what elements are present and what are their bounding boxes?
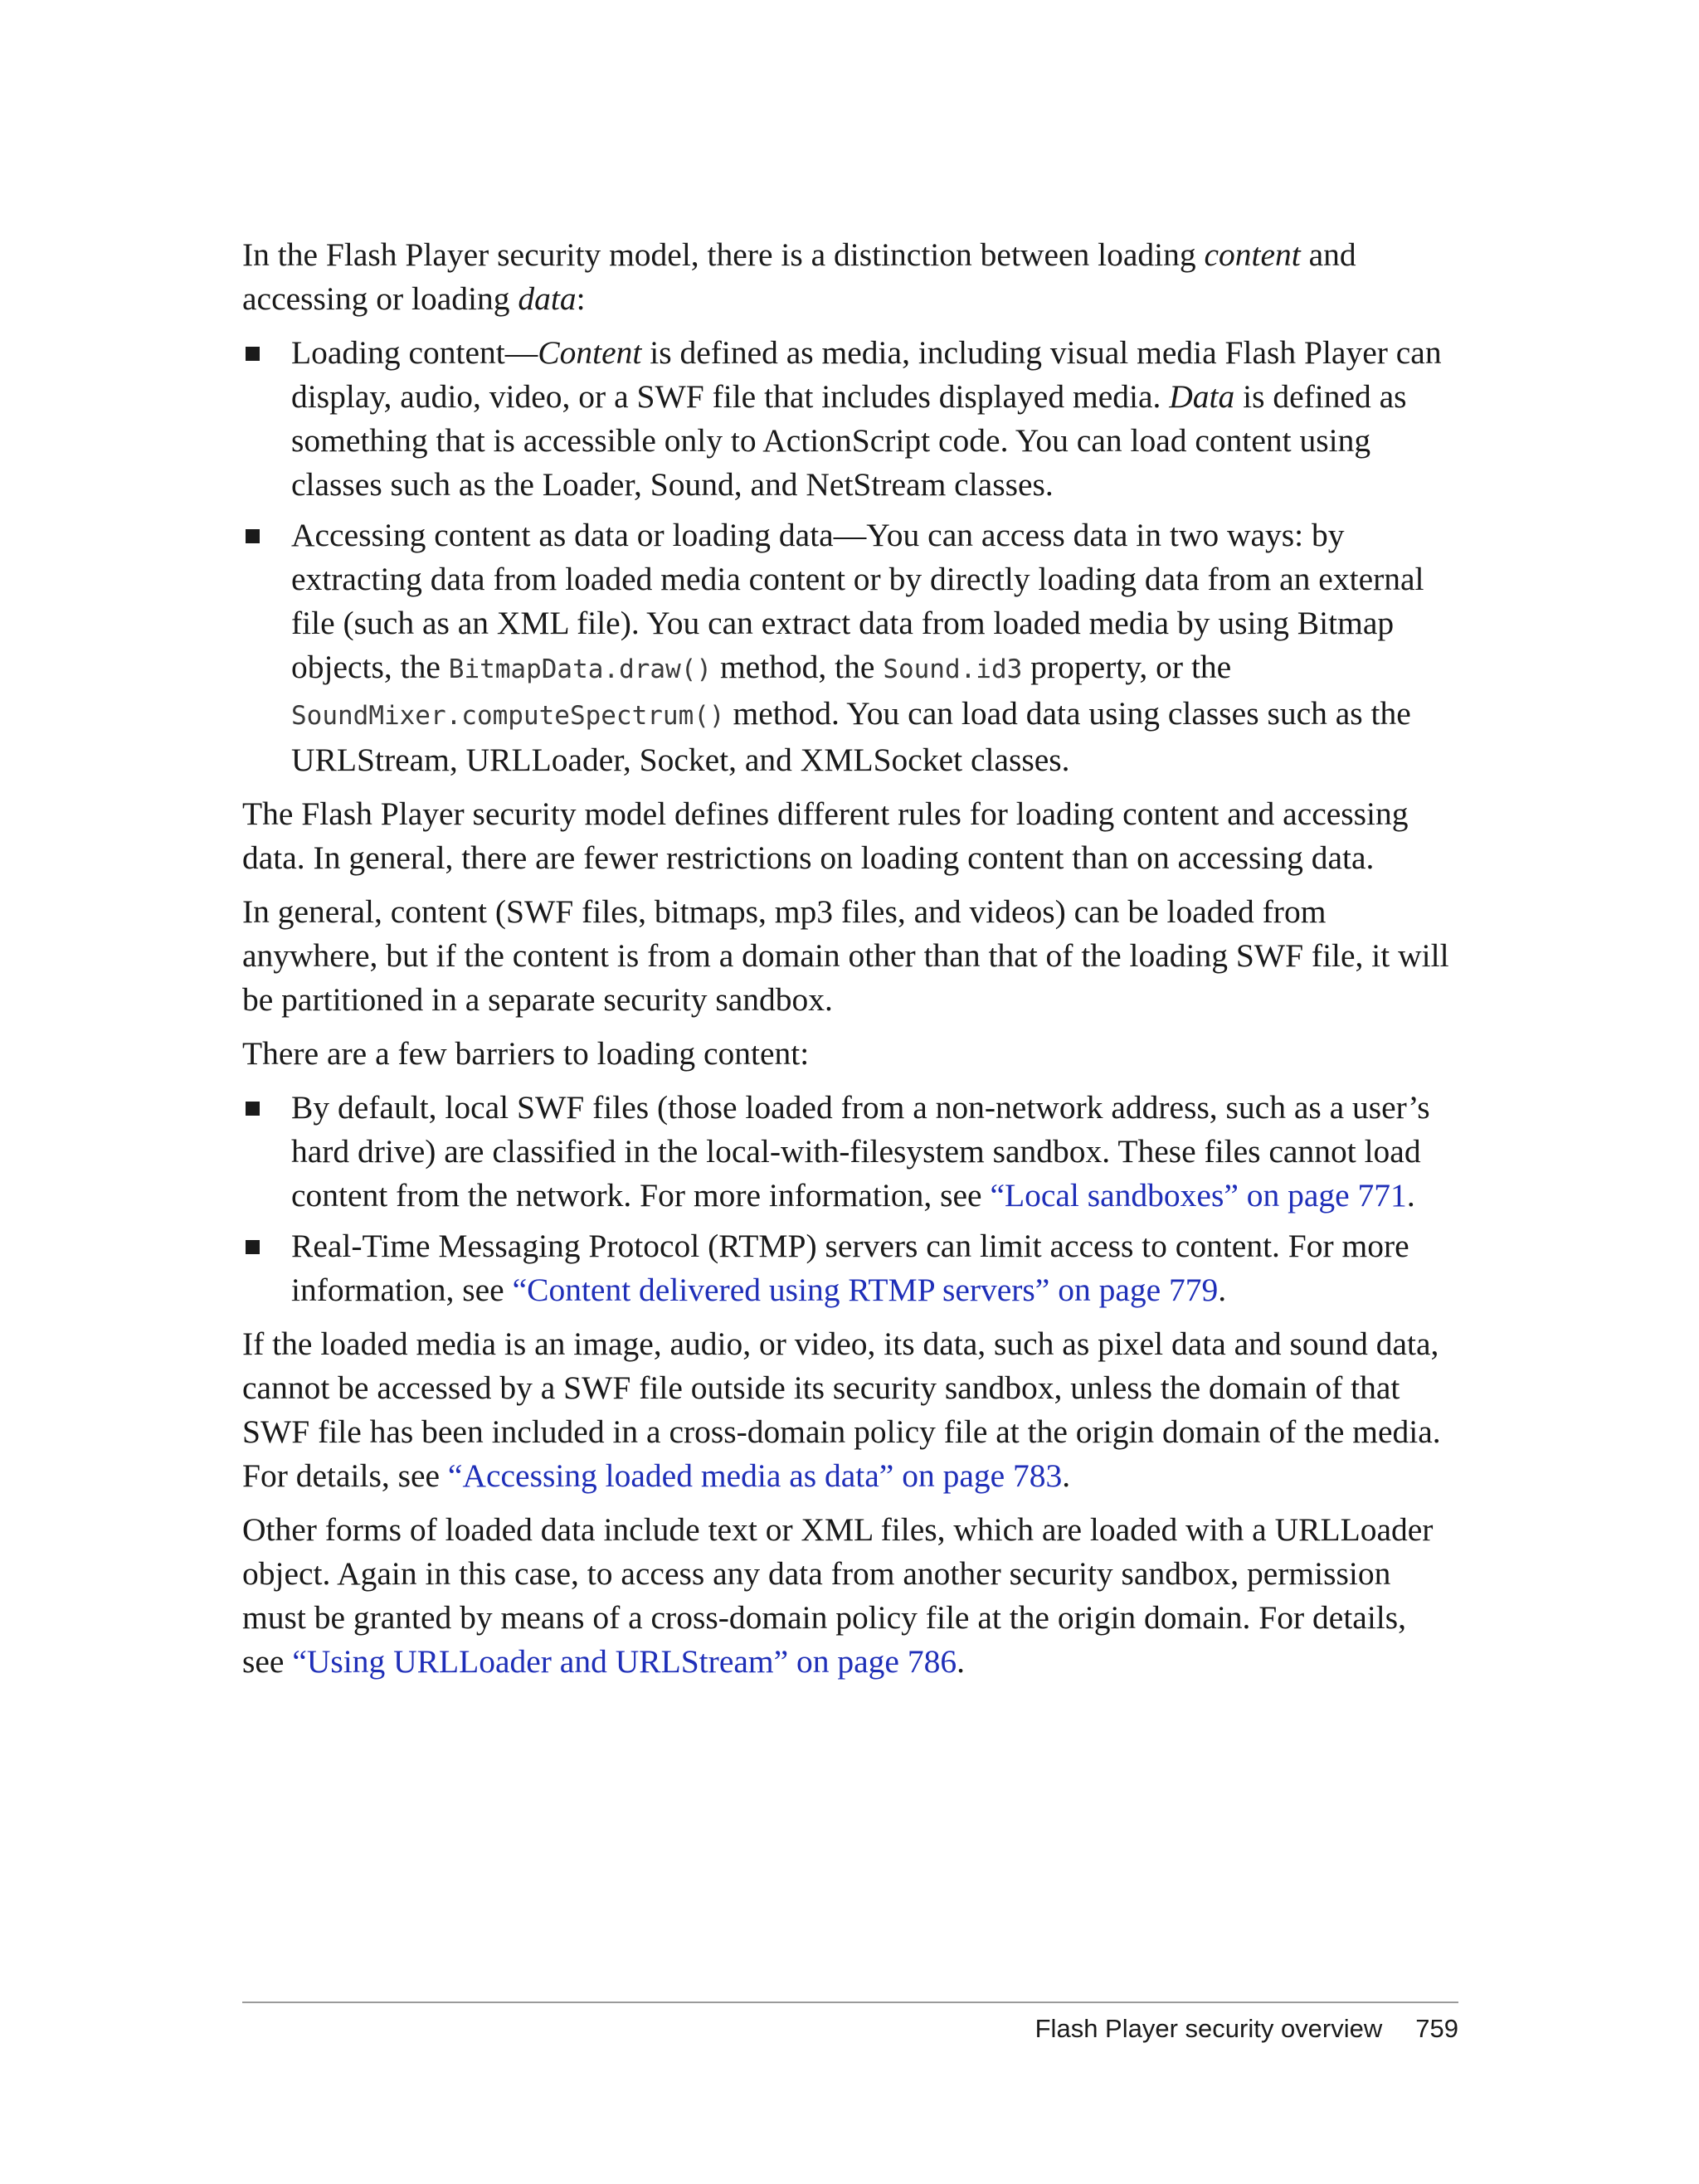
page-footer xyxy=(1035,2014,1458,2044)
text-run: . xyxy=(1218,1272,1227,1308)
link-content-delivered-rtmp[interactable]: “Content delivered using RTMP servers” on page 779 xyxy=(512,1272,1219,1308)
emphasis-data: data xyxy=(518,280,577,317)
barriers-list xyxy=(242,1086,1453,1312)
text-run: Other forms of loaded data include text or XML files, which are loaded with a URLLoader object. Again in this case, to access any data from another security sandbox, permission must be granted by means of a cross-domain policy file at the origin domain. For details, see xyxy=(242,1511,1434,1680)
link-local-sandboxes[interactable]: “Local sandboxes” on page 771 xyxy=(990,1177,1407,1214)
text-run: and accessing or loading xyxy=(242,236,1356,317)
content-vs-data-list xyxy=(242,331,1453,782)
link-accessing-loaded-media[interactable]: “Accessing loaded media as data” on page 783 xyxy=(447,1457,1063,1494)
link-using-urlloader[interactable]: “Using URLLoader and URLStream” on page 786 xyxy=(292,1643,957,1680)
text-run: Accessing content as data or loading data—You can access data in two ways: by extracting data from loaded media content or by directly loading data from an external file (such as an XML file). You can extract data from loaded media by using Bitmap objects, the xyxy=(291,517,1424,685)
barriers-intro-paragraph: There are a few barriers to loading content: xyxy=(242,1035,810,1072)
emphasis-content: Content xyxy=(538,334,642,371)
text-run: is defined as media, including visual media Flash Player can display, audio, video, or a SWF file that includes displayed media. xyxy=(291,334,1442,415)
media-data-paragraph xyxy=(242,1322,1453,1498)
text-run: method, the xyxy=(712,649,884,685)
text-run: In the Flash Player security model, there is a distinction between loading xyxy=(242,236,1205,273)
square-bullet-icon xyxy=(246,1102,260,1116)
list-item xyxy=(242,513,1453,782)
text-run: If the loaded media is an image, audio, or video, its data, such as pixel data and sound data, cannot be accessed by a SWF file outside its security sandbox, unless the domain of that SWF file has been included in a cross-domain policy file at the origin domain of the media. For details, see xyxy=(242,1325,1441,1494)
page-body xyxy=(242,233,1453,1694)
text-run: Loading content— xyxy=(291,334,538,371)
code-soundmixer-computespectrum: SoundMixer.computeSpectrum() xyxy=(291,701,725,731)
emphasis-content: content xyxy=(1204,236,1301,273)
text-run: . xyxy=(957,1643,965,1680)
list-item xyxy=(242,1086,1453,1218)
text-run: property, or the xyxy=(1022,649,1232,685)
footer-rule xyxy=(242,2002,1458,2003)
square-bullet-icon xyxy=(246,529,260,543)
footer-section-title: Flash Player security overview xyxy=(1034,2014,1383,2043)
other-forms-paragraph xyxy=(242,1508,1453,1684)
code-bitmapdata-draw: BitmapData.draw() xyxy=(448,654,713,684)
emphasis-data: Data xyxy=(1169,378,1235,415)
text-run: is defined as something that is accessible only to ActionScript code. You can load content using classes such as the Loader, Sound, and NetStream classes. xyxy=(291,378,1407,503)
content-loading-paragraph: In general, content (SWF files, bitmaps, mp3 files, and videos) can be loaded from anywhere, but if the content is from a domain other than that of the loading SWF file, it will be partitioned in a separate security sandbox. xyxy=(242,893,1449,1018)
text-run: Real-Time Messaging Protocol (RTMP) servers can limit access to content. For more information, see xyxy=(291,1228,1409,1308)
text-run: . xyxy=(1062,1457,1071,1494)
list-item xyxy=(242,331,1453,507)
square-bullet-icon xyxy=(246,347,260,361)
text-run: . xyxy=(1406,1177,1415,1214)
intro-paragraph xyxy=(242,233,1453,321)
rules-paragraph: The Flash Player security model defines different rules for loading content and accessing data. In general, there are fewer restrictions on loading content than on accessing data. xyxy=(242,795,1409,876)
list-item xyxy=(242,1224,1453,1312)
text-run: By default, local SWF files (those loaded from a non-network address, such as a user’s hard drive) are classified in the local-with-filesystem sandbox. These files cannot load content from the network. For more information, see xyxy=(291,1089,1430,1214)
square-bullet-icon xyxy=(246,1240,260,1254)
text-run: : xyxy=(576,280,586,317)
page-number: 759 xyxy=(1415,2014,1458,2043)
text-run: method. You can load data using classes such as the URLStream, URLLoader, Socket, and XMLSocket classes. xyxy=(291,695,1411,778)
code-sound-id3: Sound.id3 xyxy=(883,654,1023,684)
